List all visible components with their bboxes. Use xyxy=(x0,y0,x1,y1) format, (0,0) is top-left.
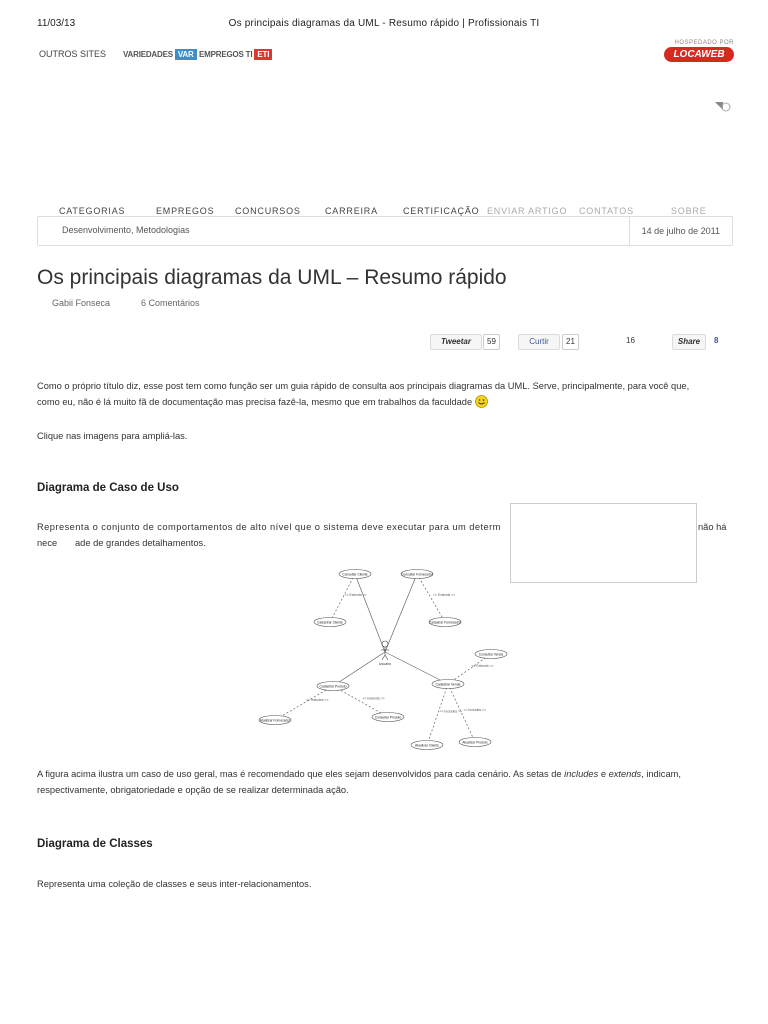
includes-label: << Includes >> xyxy=(439,709,462,714)
use-case-label: Cadastrar Fornecedor xyxy=(428,620,462,625)
use-case-diagram xyxy=(255,560,515,755)
plusone-count: 16 xyxy=(626,336,635,345)
eti-tag: ETI xyxy=(254,49,272,60)
heading-diagrama-de-classes: Diagrama de Classes xyxy=(37,838,153,850)
includes-label: << Includes >> xyxy=(463,708,486,712)
figure-line-1 xyxy=(37,766,732,782)
hosted-by-label: HOSPEDADO POR xyxy=(674,40,734,46)
post-title: Os principais diagramas da UML – Resumo rápido xyxy=(37,266,507,289)
relationship-line xyxy=(427,684,448,745)
use-case-label: Consultar Fornecedor xyxy=(401,572,433,577)
nav-concursos[interactable]: CONCURSOS xyxy=(235,206,301,216)
caso-de-uso-line-1a: Representa o conjunto de comportamentos de alto nível que o sistema deve executar para um determ xyxy=(37,522,501,532)
heading-caso-de-uso: Diagrama de Caso de Uso xyxy=(37,482,179,494)
extends-label: << Extends >> xyxy=(433,593,456,597)
post-date: 14 de julho de 2011 xyxy=(629,217,732,245)
relationship-line xyxy=(275,686,333,720)
ad-overlay-box xyxy=(510,503,697,583)
hosted-by[interactable] xyxy=(664,40,734,62)
association-line xyxy=(385,652,448,684)
includes-term: includes xyxy=(564,769,599,779)
post-author[interactable]: Gabii Fonseca xyxy=(52,298,111,308)
use-case-label: Consultar Produto xyxy=(374,715,402,720)
nav-certificacao[interactable]: CERTIFICAÇÃO xyxy=(403,206,480,216)
figure-description xyxy=(37,766,732,798)
use-case-diagram-image[interactable] xyxy=(255,560,515,755)
use-case-label: Atualizar Fornecedor xyxy=(259,718,291,723)
relationship-line xyxy=(333,686,388,717)
share-count: 8 xyxy=(714,336,719,345)
use-case-label: Cadastrar Produto xyxy=(319,684,347,689)
intro-line-2: como eu, não é lá muito fã de documentação mas precisa fazê-la, mesmo que em trabalhos da faculdade xyxy=(37,397,473,407)
association-line xyxy=(355,574,385,652)
social-share-bar xyxy=(0,334,768,350)
print-date: 11/03/13 xyxy=(37,18,76,29)
smiley-icon xyxy=(475,395,488,413)
click-hint: Clique nas imagens para ampliá-las. xyxy=(37,431,188,441)
nav-carreira[interactable]: CARREIRA xyxy=(325,206,378,216)
figure-line-1-text: A figura acima ilustra um caso de uso geral, mas é recomendado que eles sejam desenvolvidos para cada cenário. As setas de xyxy=(37,769,565,779)
use-case-label: Atualizar Produto xyxy=(462,740,488,745)
use-case-label: Consultar Venda xyxy=(478,652,504,657)
intro-line-2-wrap xyxy=(37,394,732,413)
use-case-label: Cadastrar Cliente xyxy=(317,620,343,625)
relationship-line xyxy=(417,574,445,622)
association-line xyxy=(333,652,385,686)
tweet-count: 59 xyxy=(483,334,500,350)
intro-paragraph xyxy=(37,378,732,413)
actor-head xyxy=(382,641,388,647)
empregos-ti-text: EMPREGOS TI xyxy=(199,50,253,59)
variedades-text: VARIEDADES xyxy=(123,50,173,59)
post-category-bar xyxy=(37,216,733,246)
caso-de-uso-line-2b: ade de grandes detalhamentos. xyxy=(75,538,206,548)
post-categories[interactable]: Desenvolvimento, Metodologias xyxy=(62,225,190,235)
figure-line-2: respectivamente, obrigatoriedade e opção de se realizar determinada ação. xyxy=(37,785,349,795)
nav-enviar-artigo[interactable]: ENVIAR ARTIGO xyxy=(487,206,568,216)
tweet-button[interactable]: Tweetar xyxy=(430,334,482,350)
nav-categorias[interactable]: CATEGORIAS xyxy=(59,206,126,216)
use-case-label: Atualizar Cliente xyxy=(414,743,440,748)
association-line xyxy=(385,574,417,652)
use-case-label: Cadastrar Venda xyxy=(435,682,461,687)
locaweb-logo: LOCAWEB xyxy=(664,47,734,62)
outros-sites-link[interactable]: OUTROS SITES xyxy=(39,49,107,59)
caso-de-uso-line-1b: não há xyxy=(698,522,727,532)
classes-paragraph: Representa uma coleção de classes e seus inter-relacionamentos. xyxy=(37,879,312,889)
like-button[interactable]: Curtir xyxy=(518,334,560,350)
empregos-ti-logo[interactable] xyxy=(199,49,272,60)
rss-icon[interactable] xyxy=(713,100,731,114)
var-tag: VAR xyxy=(175,49,197,60)
includes-label: << Includes >> xyxy=(306,698,329,702)
nav-empregos[interactable]: EMPREGOS xyxy=(156,206,215,216)
like-count: 21 xyxy=(562,334,579,350)
actor-label: Usuário xyxy=(378,662,392,666)
extends-label: << Extends >> xyxy=(471,664,494,668)
extends-label: << Extends >> xyxy=(362,696,385,701)
figure-and: e xyxy=(598,769,609,779)
figure-line-1-end: , indicam, xyxy=(641,769,681,779)
post-comments-count[interactable]: 6 Comentários xyxy=(141,298,200,308)
share-button[interactable]: Share xyxy=(672,334,706,350)
use-case-label: Consultar Cliente xyxy=(342,572,368,577)
relationship-line xyxy=(448,654,491,684)
actor-leg xyxy=(382,655,385,660)
extends-term: extends xyxy=(608,769,642,779)
relationship-line xyxy=(330,574,355,622)
caso-de-uso-line-2a: nece xyxy=(37,538,58,548)
extends-label: << Extends >> xyxy=(344,593,367,597)
actor-leg xyxy=(385,655,388,660)
nav-contatos[interactable]: CONTATOS xyxy=(579,206,634,216)
print-page-title: Os principais diagramas da UML - Resumo rápido | Profissionais TI xyxy=(228,18,540,29)
nav-sobre[interactable]: SOBRE xyxy=(671,206,707,216)
variedades-logo[interactable] xyxy=(123,49,197,60)
intro-line-1: Como o próprio título diz, esse post tem como função ser um guia rápido de consulta aos principais diagramas da UML. Serve, principalmente, para você que, xyxy=(37,381,690,391)
